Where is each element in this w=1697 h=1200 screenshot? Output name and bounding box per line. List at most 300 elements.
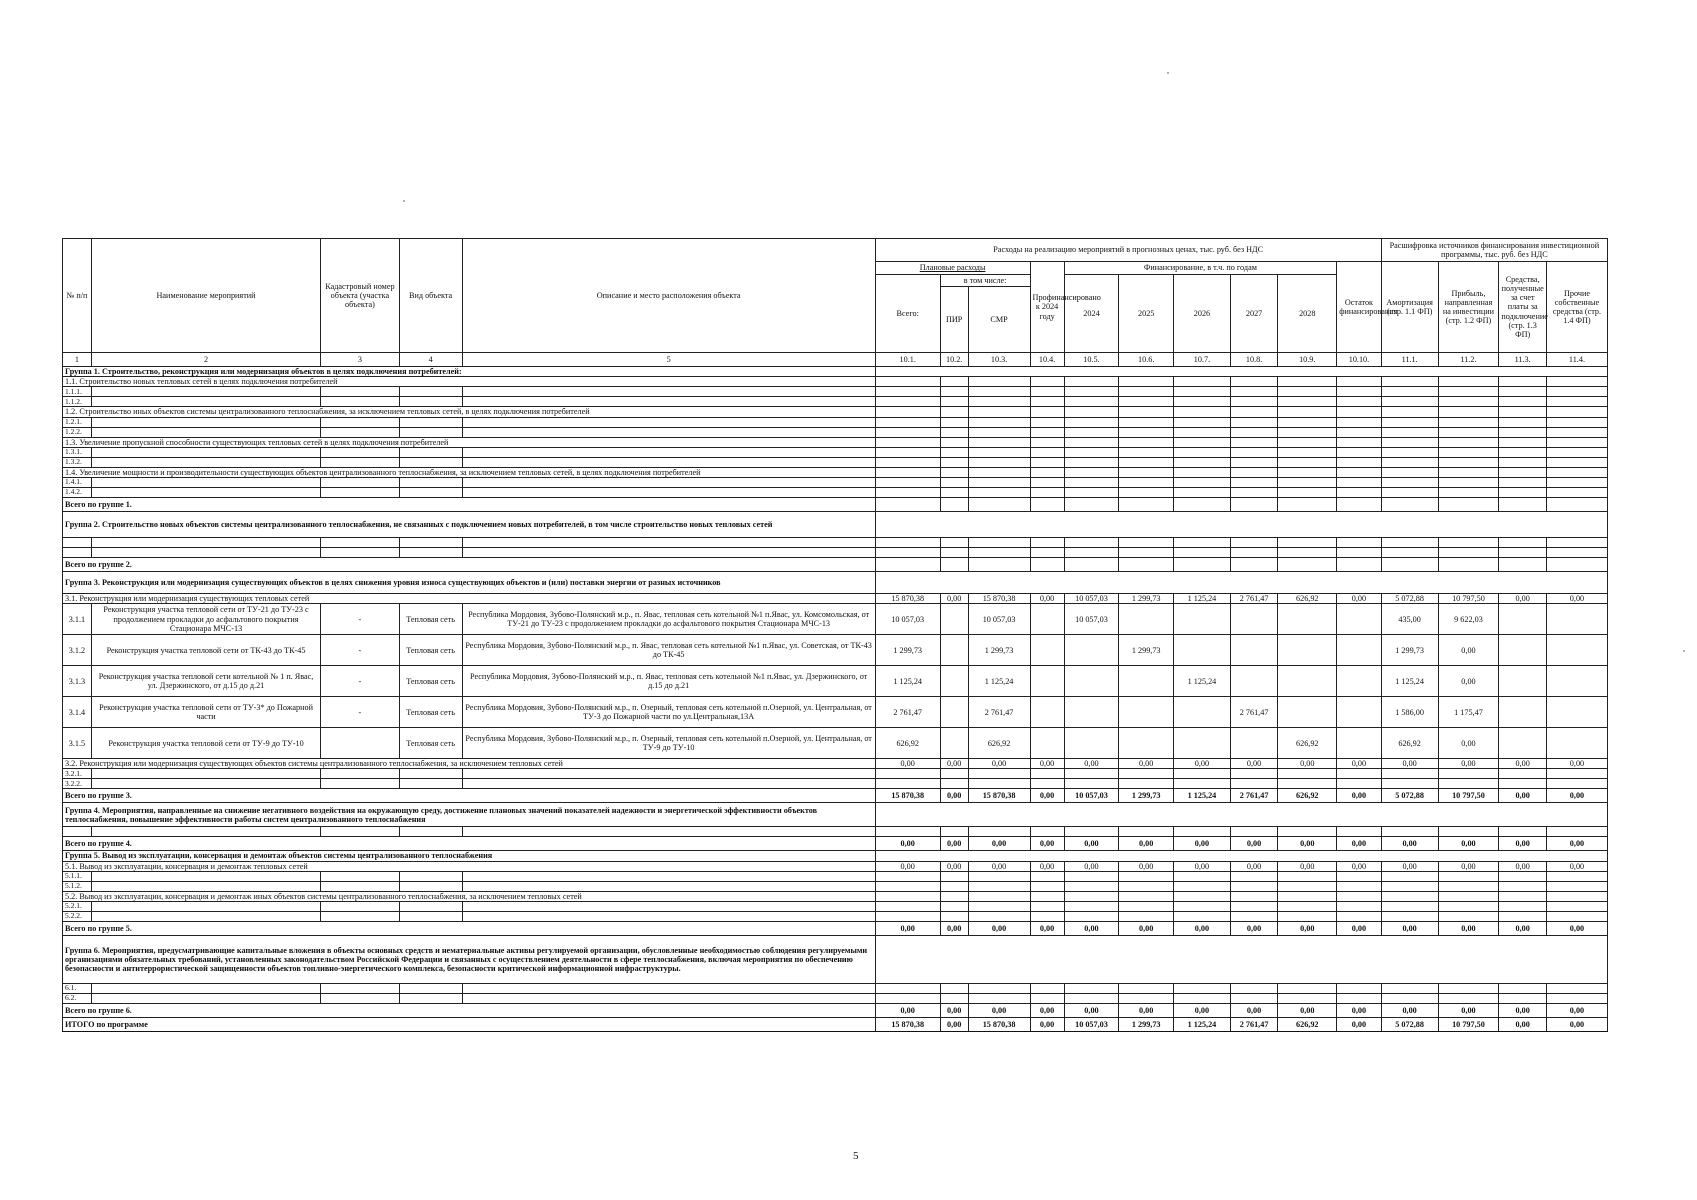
empty-cell <box>1546 477 1607 487</box>
empty-cell <box>1337 871 1382 881</box>
column-number: 10.8. <box>1230 353 1278 367</box>
empty-cell <box>1337 547 1382 557</box>
header-smr: СМР <box>968 287 1030 353</box>
header-year-2028: 2028 <box>1278 275 1337 353</box>
empty-cell <box>321 901 399 911</box>
empty-cell <box>1278 537 1337 547</box>
empty-cell <box>1174 891 1231 901</box>
empty-cell <box>1030 871 1064 881</box>
empty-row <box>63 827 1608 837</box>
total-value: 0,00 <box>875 837 940 851</box>
total-value: 1 299,73 <box>1119 789 1174 803</box>
empty-cell <box>1381 447 1438 457</box>
empty-cell <box>1278 487 1337 497</box>
empty-cell <box>940 983 968 993</box>
total-value: 0,00 <box>1030 921 1064 935</box>
total-value: 1 299,73 <box>1119 1017 1174 1031</box>
empty-cell <box>1174 993 1231 1003</box>
value-cell <box>1337 604 1382 635</box>
empty-cell <box>1499 397 1547 407</box>
empty-cell <box>1119 497 1174 511</box>
empty-cell <box>399 547 462 557</box>
empty-cell <box>1381 993 1438 1003</box>
empty-cell <box>91 901 320 911</box>
value-cell: 5 072,88 <box>1381 593 1438 603</box>
empty-cell <box>940 417 968 427</box>
total-value: 0,00 <box>1230 1003 1278 1017</box>
value-cell <box>1546 697 1607 728</box>
group-title-blank <box>875 935 1607 983</box>
empty-cell <box>1119 477 1174 487</box>
empty-cell <box>1381 891 1438 901</box>
empty-cell <box>968 487 1030 497</box>
item-type: Тепловая сеть <box>399 604 462 635</box>
empty-cell <box>940 457 968 467</box>
group-4-title <box>63 803 1608 827</box>
value-cell <box>1119 728 1174 759</box>
column-numbers-row <box>63 353 1608 367</box>
empty-cell <box>1119 901 1174 911</box>
empty-cell <box>940 881 968 891</box>
empty-cell <box>1064 557 1119 571</box>
empty-row <box>63 397 1608 407</box>
empty-cell <box>1030 497 1064 511</box>
empty-cell <box>1337 487 1382 497</box>
empty-cell <box>1030 779 1064 789</box>
total-value: 2 761,47 <box>1230 1017 1278 1031</box>
header-planned: Плановые расходы <box>875 262 1030 275</box>
value-cell: 0,00 <box>940 759 968 769</box>
value-cell <box>1499 728 1547 759</box>
empty-cell <box>1174 487 1231 497</box>
value-cell: 0,00 <box>940 861 968 871</box>
empty-cell <box>1499 447 1547 457</box>
total-value: 0,00 <box>1278 1003 1337 1017</box>
group-title-blank <box>875 511 1607 537</box>
header-profit: Прибыль, направленная на инвестиции (стр. 1.2 ФП) <box>1438 262 1499 353</box>
empty-cell <box>1230 477 1278 487</box>
empty-cell <box>968 417 1030 427</box>
empty-cell <box>1546 427 1607 437</box>
empty-cell <box>1230 497 1278 511</box>
subsection-title: 3.2. Реконструкция или модернизация существующих объектов системы централизованного теплоснабжения, за исключением тепловых сетей <box>63 759 876 769</box>
empty-cell <box>1381 557 1438 571</box>
value-cell: 0,00 <box>875 759 940 769</box>
value-cell <box>1278 604 1337 635</box>
empty-cell <box>1381 407 1438 417</box>
empty-cell <box>1119 779 1174 789</box>
header-financed-before: Профинансировано к 2024 году <box>1030 262 1064 353</box>
empty-cell <box>1030 397 1064 407</box>
value-cell: 626,92 <box>1381 728 1438 759</box>
total-label: ИТОГО по программе <box>63 1017 876 1031</box>
empty-cell <box>462 881 875 891</box>
item-type: Тепловая сеть <box>399 666 462 697</box>
value-cell: 1 299,73 <box>875 635 940 666</box>
empty-cell <box>1278 911 1337 921</box>
empty-cell <box>1499 437 1547 447</box>
empty-cell <box>1030 881 1064 891</box>
value-cell <box>1119 604 1174 635</box>
value-cell <box>940 728 968 759</box>
empty-cell <box>1030 911 1064 921</box>
empty-cell <box>875 881 940 891</box>
empty-cell <box>321 993 399 1003</box>
empty-cell <box>462 911 875 921</box>
value-cell <box>1278 635 1337 666</box>
header-financing-years: Финансирование, в т.ч. по годам <box>1064 262 1337 275</box>
empty-cell <box>1064 397 1119 407</box>
empty-cell <box>1499 427 1547 437</box>
empty-cell <box>1230 377 1278 387</box>
empty-cell <box>1546 387 1607 397</box>
subsection-1-2 <box>63 407 1608 417</box>
empty-cell <box>1381 983 1438 993</box>
value-cell: 0,00 <box>1546 861 1607 871</box>
empty-cell <box>1064 881 1119 891</box>
empty-cell <box>940 891 968 901</box>
total-value: 0,00 <box>1230 837 1278 851</box>
empty-cell <box>91 487 320 497</box>
empty-cell <box>1064 447 1119 457</box>
row-code <box>63 547 92 557</box>
total-label: Всего по группе 4. <box>63 837 876 851</box>
empty-row <box>63 911 1608 921</box>
value-cell <box>940 697 968 728</box>
empty-cell <box>1064 457 1119 467</box>
total-value: 5 072,88 <box>1381 789 1438 803</box>
empty-cell <box>321 983 399 993</box>
empty-cell <box>968 557 1030 571</box>
empty-cell <box>968 377 1030 387</box>
empty-cell <box>940 557 968 571</box>
group-2-total <box>63 557 1608 571</box>
total-value: 0,00 <box>1381 921 1438 935</box>
empty-cell <box>462 397 875 407</box>
total-value: 0,00 <box>1438 921 1499 935</box>
empty-cell <box>1337 537 1382 547</box>
total-value: 0,00 <box>1499 1017 1547 1031</box>
empty-cell <box>968 827 1030 837</box>
empty-cell <box>1064 769 1119 779</box>
empty-cell <box>968 769 1030 779</box>
empty-cell <box>1499 871 1547 881</box>
empty-cell <box>1278 387 1337 397</box>
empty-cell <box>1174 417 1231 427</box>
empty-row <box>63 477 1608 487</box>
empty-cell <box>399 993 462 1003</box>
empty-cell <box>968 437 1030 447</box>
item-cadastral: - <box>321 604 399 635</box>
value-cell: 2 761,47 <box>875 697 940 728</box>
empty-cell <box>968 983 1030 993</box>
value-cell: 0,00 <box>968 759 1030 769</box>
empty-cell <box>1546 779 1607 789</box>
empty-cell <box>1337 911 1382 921</box>
empty-cell <box>875 827 940 837</box>
empty-cell <box>1278 891 1337 901</box>
empty-cell <box>1337 477 1382 487</box>
value-cell <box>1337 635 1382 666</box>
page-number: 5 <box>853 1150 859 1162</box>
empty-cell <box>1438 547 1499 557</box>
item-type: Тепловая сеть <box>399 697 462 728</box>
empty-cell <box>1064 497 1119 511</box>
empty-cell <box>1278 397 1337 407</box>
empty-cell <box>1499 993 1547 1003</box>
empty-cell <box>875 779 940 789</box>
total-value: 15 870,38 <box>875 1017 940 1031</box>
empty-cell <box>968 993 1030 1003</box>
empty-cell <box>91 911 320 921</box>
item-cadastral: - <box>321 697 399 728</box>
value-cell: 626,92 <box>875 728 940 759</box>
empty-cell <box>968 779 1030 789</box>
header-year-2026: 2026 <box>1174 275 1231 353</box>
empty-cell <box>1337 437 1382 447</box>
group-5-title <box>63 851 1608 861</box>
value-cell: 0,00 <box>1174 861 1231 871</box>
empty-cell <box>1174 537 1231 547</box>
empty-cell <box>1119 397 1174 407</box>
empty-cell <box>1438 417 1499 427</box>
total-value: 0,00 <box>940 789 968 803</box>
empty-cell <box>1278 407 1337 417</box>
column-number: 2 <box>91 353 320 367</box>
empty-cell <box>399 537 462 547</box>
empty-cell <box>1174 901 1231 911</box>
empty-cell <box>1174 827 1231 837</box>
empty-cell <box>1064 477 1119 487</box>
empty-cell <box>875 397 940 407</box>
value-cell: 10 797,50 <box>1438 593 1499 603</box>
empty-cell <box>968 497 1030 511</box>
empty-cell <box>1230 457 1278 467</box>
empty-cell <box>1119 457 1174 467</box>
empty-cell <box>875 447 940 457</box>
empty-cell <box>1381 769 1438 779</box>
scan-speck <box>1683 650 1685 652</box>
empty-cell <box>462 477 875 487</box>
empty-cell <box>940 477 968 487</box>
value-cell: 0,00 <box>1174 759 1231 769</box>
header-remaining: Остаток финансирования <box>1337 262 1382 353</box>
empty-cell <box>1546 827 1607 837</box>
empty-cell <box>1174 983 1231 993</box>
item-name: Реконструкция участка тепловой сети от ТУ-3* до Пожарной части <box>91 697 320 728</box>
empty-cell <box>1499 537 1547 547</box>
item-row <box>63 635 1608 666</box>
empty-cell <box>462 537 875 547</box>
total-value: 15 870,38 <box>968 1017 1030 1031</box>
header-description: Описание и место расположения объекта <box>462 239 875 353</box>
row-code: 1.4.1. <box>63 477 92 487</box>
group-3-total <box>63 789 1608 803</box>
total-value: 1 125,24 <box>1174 1017 1231 1031</box>
empty-cell <box>321 881 399 891</box>
empty-cell <box>1438 477 1499 487</box>
empty-cell <box>1174 387 1231 397</box>
row-code: 3.2.1. <box>63 769 92 779</box>
value-cell: 1 175,47 <box>1438 697 1499 728</box>
value-cell: 1 125,24 <box>1381 666 1438 697</box>
item-row <box>63 728 1608 759</box>
item-name: Реконструкция участка тепловой сети от ТУ-9 до ТУ-10 <box>91 728 320 759</box>
empty-cell <box>91 447 320 457</box>
empty-cell <box>1064 417 1119 427</box>
empty-cell <box>399 477 462 487</box>
header-type: Вид объекта <box>399 239 462 353</box>
value-cell: 10 057,03 <box>1064 593 1119 603</box>
item-code: 3.1.3 <box>63 666 92 697</box>
total-value: 0,00 <box>875 921 940 935</box>
value-cell <box>1064 728 1119 759</box>
empty-cell <box>1278 983 1337 993</box>
group-title: Группа 2. Строительство новых объектов системы централизованного теплоснабжения, не связанных с подключением новых потребителей, в том числе строительство новых тепловых сетей <box>63 511 876 537</box>
total-value: 0,00 <box>940 921 968 935</box>
group-title: Группа 6. Мероприятия, предусматривающие капитальные вложения в объекты основных средств и нематериальные активы регулируемой организации, обусловленные необходимостью соблюдения регулируемыми организациями обязательных требований, установленных законодательством Российской Федерации и связанных с осуществлением деятельности в сфере теплоснабжения, включая мероприятия по обеспечению безопасности и антитеррористической защищенности объектов топливно-энергетического комплекса, безопасности критической информационной инфраструктуры. <box>63 935 876 983</box>
value-cell: 0,00 <box>1030 759 1064 769</box>
header-year-2025: 2025 <box>1119 275 1174 353</box>
value-cell: 9 622,03 <box>1438 604 1499 635</box>
empty-cell <box>968 911 1030 921</box>
empty-cell <box>1499 477 1547 487</box>
value-cell <box>1230 728 1278 759</box>
empty-cell <box>321 779 399 789</box>
empty-cell <box>875 557 940 571</box>
item-description: Республика Мордовия, Зубово-Полянский м.р., п. Озерный, тепловая сеть котельной п.Озерной, ул. Центральная, от ТУ-9 до ТУ-10 <box>462 728 875 759</box>
empty-cell <box>1546 547 1607 557</box>
empty-cell <box>91 547 320 557</box>
total-value: 0,00 <box>875 1003 940 1017</box>
total-value: 0,00 <box>1381 837 1438 851</box>
value-cell <box>1230 666 1278 697</box>
value-cell: 1 299,73 <box>1119 635 1174 666</box>
empty-cell <box>1499 417 1547 427</box>
empty-row <box>63 871 1608 881</box>
row-code: 3.2.2. <box>63 779 92 789</box>
subsection-1-4 <box>63 467 1608 477</box>
scan-speck <box>1167 72 1169 74</box>
empty-cell <box>1546 397 1607 407</box>
empty-cell <box>1230 437 1278 447</box>
empty-cell <box>462 871 875 881</box>
value-cell: 1 125,24 <box>1174 666 1231 697</box>
value-cell: 0,00 <box>1030 593 1064 603</box>
empty-cell <box>1174 447 1231 457</box>
total-value: 0,00 <box>1064 921 1119 935</box>
value-cell: 2 761,47 <box>968 697 1030 728</box>
row-code: 6.1. <box>63 983 92 993</box>
empty-row <box>63 457 1608 467</box>
empty-cell <box>1230 387 1278 397</box>
value-cell <box>1499 697 1547 728</box>
empty-cell <box>462 547 875 557</box>
column-number: 10.1. <box>875 353 940 367</box>
empty-cell <box>321 457 399 467</box>
total-value: 0,00 <box>1030 1003 1064 1017</box>
empty-cell <box>1174 911 1231 921</box>
empty-cell <box>1381 417 1438 427</box>
item-name: Реконструкция участка тепловой сети от ТК-43 до ТК-45 <box>91 635 320 666</box>
empty-cell <box>1438 779 1499 789</box>
empty-cell <box>875 387 940 397</box>
empty-cell <box>462 901 875 911</box>
group-title-blank <box>875 803 1607 827</box>
empty-cell <box>875 983 940 993</box>
empty-row <box>63 537 1608 547</box>
empty-cell <box>1337 407 1382 417</box>
empty-cell <box>1030 487 1064 497</box>
empty-cell <box>940 497 968 511</box>
empty-cell <box>1230 447 1278 457</box>
empty-cell <box>1499 457 1547 467</box>
total-label: Всего по группе 6. <box>63 1003 876 1017</box>
empty-cell <box>1438 983 1499 993</box>
total-value: 10 057,03 <box>1064 789 1119 803</box>
empty-cell <box>462 993 875 1003</box>
empty-cell <box>1119 537 1174 547</box>
empty-cell <box>321 427 399 437</box>
column-number: 10.10. <box>1337 353 1382 367</box>
value-cell: 15 870,38 <box>875 593 940 603</box>
empty-cell <box>1381 871 1438 881</box>
header-including: в том числе: <box>940 275 1030 287</box>
value-cell <box>1174 604 1231 635</box>
value-cell: 626,92 <box>1278 728 1337 759</box>
empty-cell <box>1064 891 1119 901</box>
empty-cell <box>1499 407 1547 417</box>
value-cell: 0,00 <box>1546 593 1607 603</box>
value-cell: 1 125,24 <box>968 666 1030 697</box>
group-title-blank <box>875 367 1607 377</box>
item-row <box>63 697 1608 728</box>
value-cell: 1 586,00 <box>1381 697 1438 728</box>
value-cell: 0,00 <box>1438 666 1499 697</box>
empty-cell <box>1499 557 1547 571</box>
empty-cell <box>1174 377 1231 387</box>
total-value: 0,00 <box>1119 1003 1174 1017</box>
empty-cell <box>1438 467 1499 477</box>
empty-cell <box>968 457 1030 467</box>
total-value: 626,92 <box>1278 1017 1337 1031</box>
empty-cell <box>1546 467 1607 477</box>
empty-cell <box>875 457 940 467</box>
header-amortization: Амортизация (стр. 1.1 ФП) <box>1381 262 1438 353</box>
empty-cell <box>1119 387 1174 397</box>
empty-cell <box>1278 901 1337 911</box>
column-number: 10.3. <box>968 353 1030 367</box>
empty-cell <box>1499 467 1547 477</box>
empty-cell <box>1230 901 1278 911</box>
empty-cell <box>1499 547 1547 557</box>
empty-cell <box>1030 547 1064 557</box>
total-value: 0,00 <box>1499 789 1547 803</box>
empty-cell <box>1230 537 1278 547</box>
empty-cell <box>875 467 940 477</box>
value-cell <box>940 666 968 697</box>
empty-cell <box>1499 487 1547 497</box>
header-year-2024: 2024 <box>1064 275 1119 353</box>
empty-cell <box>1546 417 1607 427</box>
group-6-title <box>63 935 1608 983</box>
item-code: 3.1.4 <box>63 697 92 728</box>
empty-cell <box>1030 457 1064 467</box>
empty-cell <box>1499 769 1547 779</box>
value-cell <box>1030 697 1064 728</box>
empty-cell <box>1438 871 1499 881</box>
row-code: 5.1.2. <box>63 881 92 891</box>
